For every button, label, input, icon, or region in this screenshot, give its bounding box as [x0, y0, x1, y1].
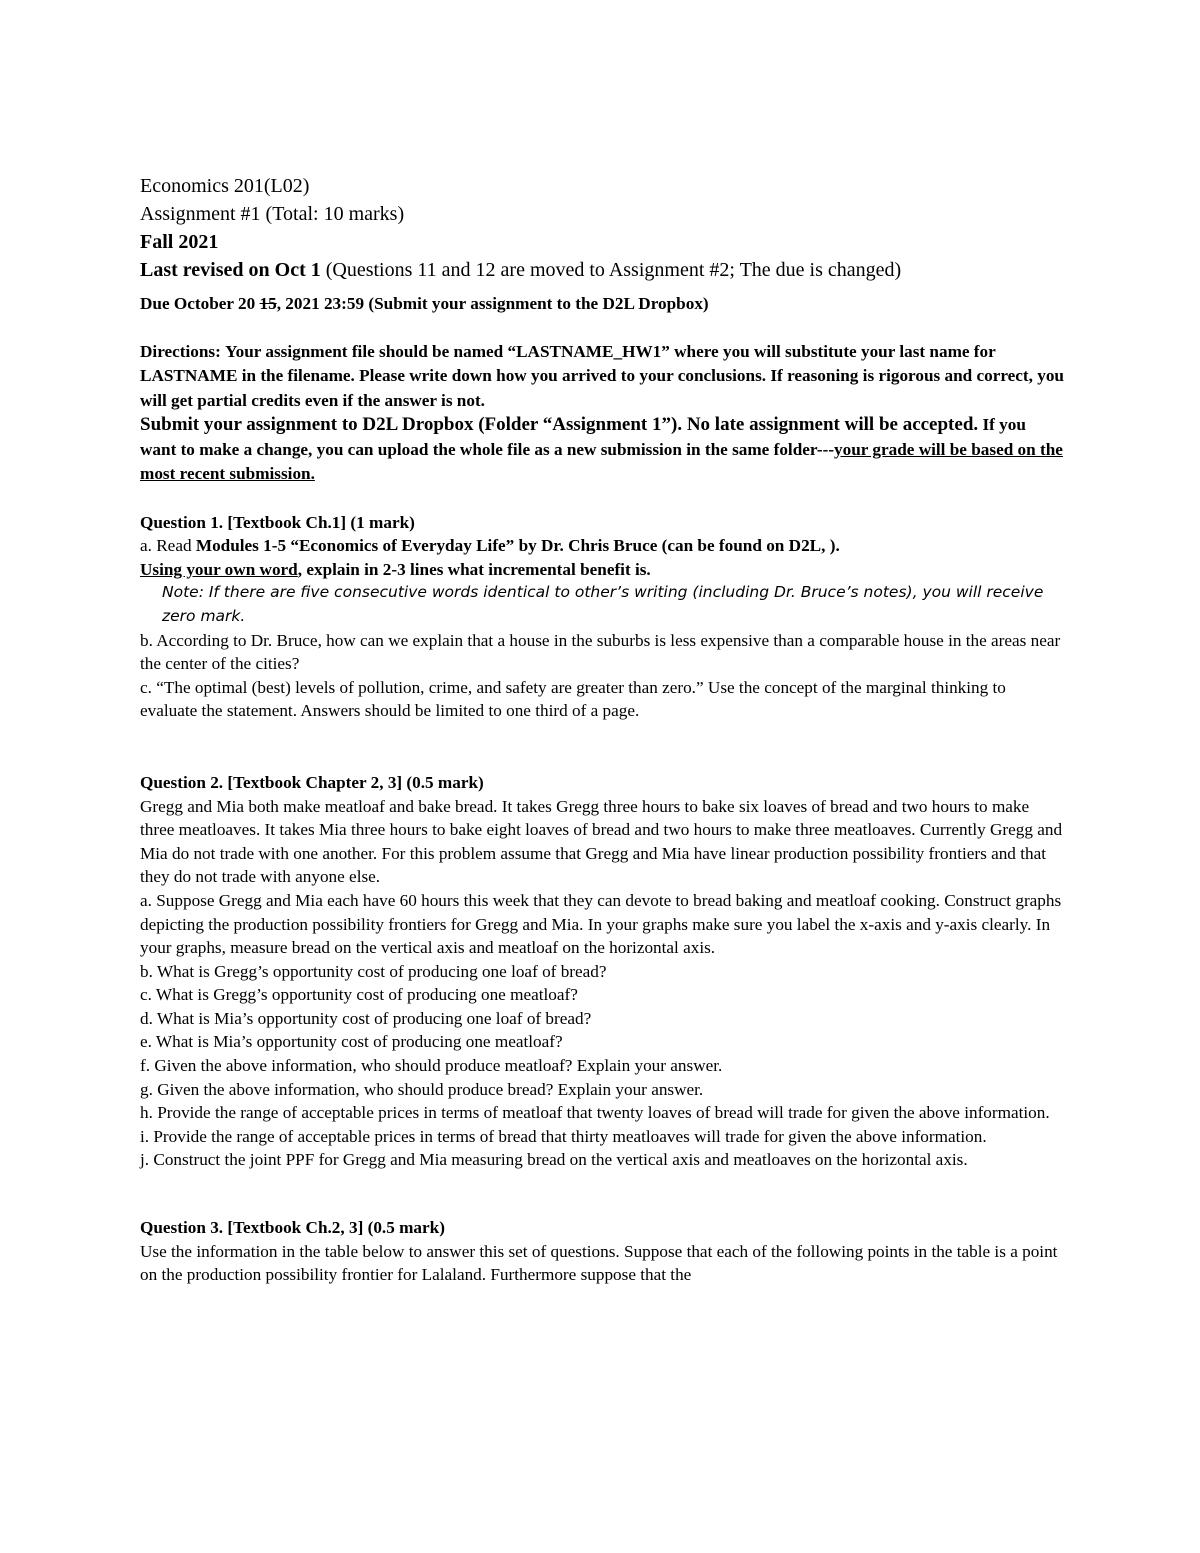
q2-part-b: b. What is Gregg’s opportunity cost of producing one loaf of bread? [140, 961, 607, 981]
question-1 [140, 511, 1065, 723]
question-2-title: Question 2. [Textbook Chapter 2, 3] (0.5 mark) [140, 772, 484, 792]
q1-a-prefix: a. Read [140, 536, 196, 556]
q2-part-f: f. Given the above information, who should produce meatloaf? Explain your answer. [140, 1056, 723, 1076]
course-title: Economics 201(L02) [140, 175, 310, 197]
change-instructions: If you want to make a change, you can upload the whole file as a new submission in the same folder--- [140, 415, 1026, 459]
question-3-title: Question 3. [Textbook Ch.2, 3] (0.5 mark) [140, 1218, 445, 1238]
assignment-page [140, 172, 1065, 1287]
q2-intro: Gregg and Mia both make meatloaf and bake bread. It takes Gregg three hours to bake six loaves of bread and two hours to make three meatloaves. It takes Mia three hours to bake eight loaves of bread and two hours to make three meatloaves. Currently Gregg and Mia do not trade with one another. For this problem assume that Gregg and Mia have linear production possibility frontiers and that they do not trade with anyone else. [140, 796, 1063, 887]
term: Fall 2021 [140, 231, 219, 253]
note-text: If there are five consecutive words identical to other’s writing (including Dr. Bruce’s notes), you will receive zero mark. [162, 583, 1044, 625]
due-suffix: , 2021 23:59 (Submit your assignment to the D2L Dropbox) [276, 294, 709, 313]
question-2 [140, 771, 1065, 1172]
due-struck-date: 15 [259, 294, 277, 313]
q2-part-c: c. What is Gregg’s opportunity cost of producing one meatloaf? [140, 985, 578, 1005]
directions [140, 340, 1065, 487]
due-prefix: Due October 20 [140, 294, 256, 313]
q2-part-h: h. Provide the range of acceptable prices in terms of meatloaf that twenty loaves of bread will trade for given the above information. [140, 1103, 1050, 1123]
question-3 [140, 1216, 1065, 1287]
directions-label: Directions: [140, 341, 221, 361]
revised-label: Last revised on Oct 1 [140, 259, 321, 281]
q1-note [140, 581, 1065, 628]
q2-part-j: j. Construct the joint PPF for Gregg and Mia measuring bread on the vertical axis and meatloaves on the horizontal axis. [140, 1150, 968, 1170]
due-line [140, 292, 1065, 316]
q3-intro: Use the information in the table below to answer this set of questions. Suppose that each of the following points in the table is a point on the production possibility frontier for Lalaland. Furthermore suppose that the [140, 1241, 1058, 1285]
q1-a-rest: , explain in 2-3 lines what incremental benefit is. [297, 559, 651, 579]
grade-note: your grade will be based on the most recent submission. [140, 439, 1063, 484]
revision-line [140, 256, 1065, 284]
note-label: Note: [162, 583, 204, 602]
q1-a-own-word: Using your own word [140, 559, 298, 579]
q1-part-a [140, 534, 1065, 581]
q2-part-g: g. Given the above information, who should produce bread? Explain your answer. [140, 1079, 704, 1099]
q2-part-d: d. What is Mia’s opportunity cost of producing one loaf of bread? [140, 1008, 592, 1028]
q2-part-a: a. Suppose Gregg and Mia each have 60 hours this week that they can devote to bread baking and meatloaf cooking. Construct graphs depicting the production possibility frontiers for Gregg and Mia. In your graphs make sure you label the x-axis and y-axis clearly. In your graphs, measure bread on the vertical axis and meatloaf on the horizontal axis. [140, 890, 1062, 958]
assignment-title: Assignment #1 (Total: 10 marks) [140, 203, 405, 225]
q1-part-c: c. “The optimal (best) levels of pollution, crime, and safety are greater than zero.” Use the concept of the marginal thinking to evaluate the statement. Answers should be limited to one third of a page. [140, 677, 1006, 721]
submit-instructions: Submit your assignment to D2L Dropbox (Folder “Assignment 1”). No late assignment will be accepted. [140, 414, 979, 436]
q1-a-reading: Modules 1-5 “Economics of Everyday Life” by Dr. Chris Bruce (can be found on D2L, ). [195, 536, 840, 556]
question-1-title: Question 1. [Textbook Ch.1] (1 mark) [140, 512, 415, 532]
revised-note: (Questions 11 and 12 are moved to Assignment #2; The due is changed) [325, 259, 902, 281]
q2-part-e: e. What is Mia’s opportunity cost of producing one meatloaf? [140, 1032, 563, 1052]
directions-text: Your assignment file should be named “LASTNAME_HW1” where you will substitute your last name for LASTNAME in the filename. Please write down how you arrived to your conclusions. If reasoning is rigorous and correct, you will get partial credits even if the answer is not. [140, 341, 1064, 410]
q2-part-i: i. Provide the range of acceptable prices in terms of bread that thirty meatloaves will trade for given the above information. [140, 1126, 987, 1146]
q1-part-b: b. According to Dr. Bruce, how can we explain that a house in the suburbs is less expensive than a comparable house in the areas near the center of the cities? [140, 630, 1061, 674]
